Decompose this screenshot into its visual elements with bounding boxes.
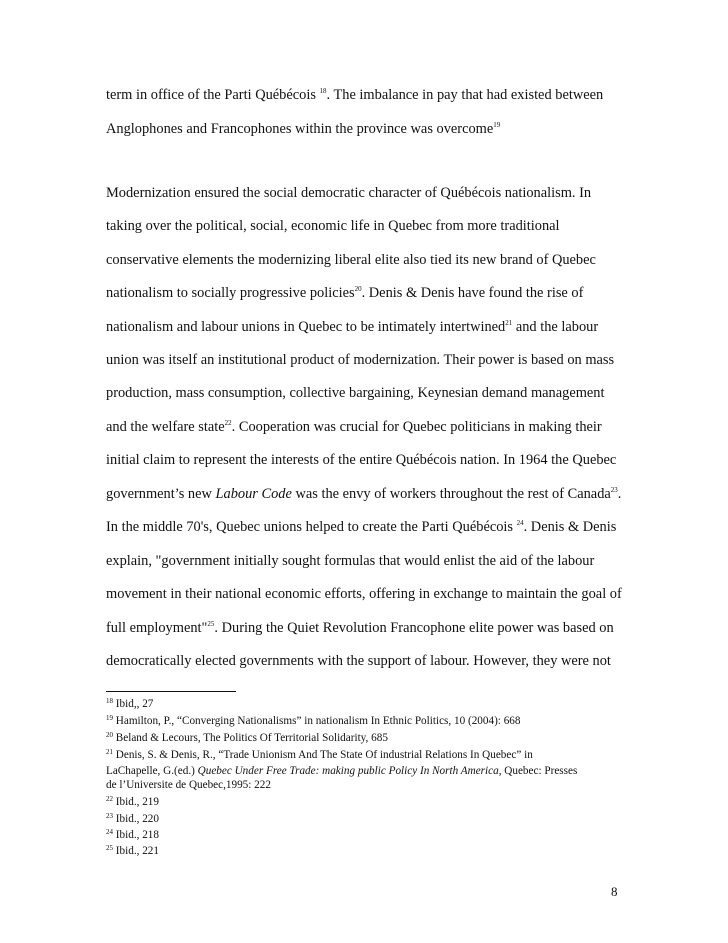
- body-line: and the welfare state$^{22}$. Cooperation was crucial for Quebec politicians in making their: [106, 419, 602, 435]
- footnote-continuation: de l’Universite de Quebec,1995: 222: [106, 779, 271, 791]
- footnote: $^{20}$ Beland & Lecours, The Politics Of Territorial Solidarity, 685: [106, 731, 388, 744]
- footnote-ref: 23: [610, 486, 618, 494]
- body-line: initial claim to represent the interests of the entire Québécois nation. In 1964 the Quebec: [106, 452, 617, 468]
- footnote: $^{21}$ Denis, S. & Denis, R., “Trade Unionism And The State Of industrial Relations In Quebec” in: [106, 748, 533, 761]
- footnote-ref: 24: [516, 519, 524, 527]
- body-line: taking over the political, social, economic life in Quebec from more traditional: [106, 218, 560, 234]
- footnote: $^{24}$ Ibid., 218: [106, 828, 159, 841]
- body-line: conservative elements the modernizing liberal elite also tied its new brand of Quebec: [106, 252, 596, 268]
- footnote-ref: 19: [493, 121, 501, 129]
- body-line: full employment"$^{25}$. During the Quiet Revolution Francophone elite power was based on: [106, 620, 614, 636]
- body-line: government’s new Labour Code was the envy of workers throughout the rest of Canada$^{23}$.: [106, 486, 622, 502]
- footnote: $^{23}$ Ibid., 220: [106, 812, 159, 825]
- body-line: term in office of the Parti Québécois $^{18}$. The imbalance in pay that had existed between: [106, 87, 604, 103]
- footnote: $^{25}$ Ibid., 221: [106, 844, 159, 857]
- body-line: Anglophones and Francophones within the province was overcome$^{19}$: [106, 121, 501, 137]
- body-line: nationalism and labour unions in Quebec to be intimately intertwined$^{21}$ and the labour: [106, 319, 599, 335]
- footnote-ref: 20: [354, 285, 362, 293]
- footnote-ref: 22: [224, 419, 232, 427]
- body-line: movement in their national economic efforts, offering in exchange to maintain the goal of: [106, 586, 622, 602]
- page-number: 8: [611, 884, 618, 899]
- footnote: $^{18}$ Ibid,, 27: [106, 697, 154, 710]
- body-line: In the middle 70's, Quebec unions helped to create the Parti Québécois $^{24}$. Denis & Denis: [106, 519, 617, 535]
- footnote-ref: 25: [207, 620, 215, 628]
- body-line: Modernization ensured the social democratic character of Québécois nationalism. In: [106, 185, 592, 201]
- body-line: production, mass consumption, collective bargaining, Keynesian demand management: [106, 385, 605, 401]
- footnote: $^{22}$ Ibid., 219: [106, 795, 159, 808]
- body-line: union was itself an institutional product of modernization. Their power is based on mass: [106, 352, 615, 368]
- italic-title: Labour Code: [215, 486, 292, 502]
- body-line: explain, "government initially sought formulas that would enlist the aid of the labour: [106, 553, 595, 569]
- footnote-continuation: LaChapelle, G.(ed.) Quebec Under Free Trade: making public Policy In North America, Quebec: Presses: [106, 765, 578, 777]
- footnote: $^{19}$ Hamilton, P., “Converging Nationalisms” in nationalism In Ethnic Politics, 10 (2004): 668: [106, 714, 521, 727]
- italic-title: Quebec Under Free Trade: making public Policy In North America: [197, 765, 499, 777]
- footnote-separator: [106, 691, 236, 692]
- body-line: democratically elected governments with the support of labour. However, they were not: [106, 653, 611, 669]
- body-line: nationalism to socially progressive policies$^{20}$. Denis & Denis have found the rise of: [106, 285, 584, 301]
- footnote-ref: 21: [505, 319, 513, 327]
- footnote-ref: 18: [319, 87, 327, 95]
